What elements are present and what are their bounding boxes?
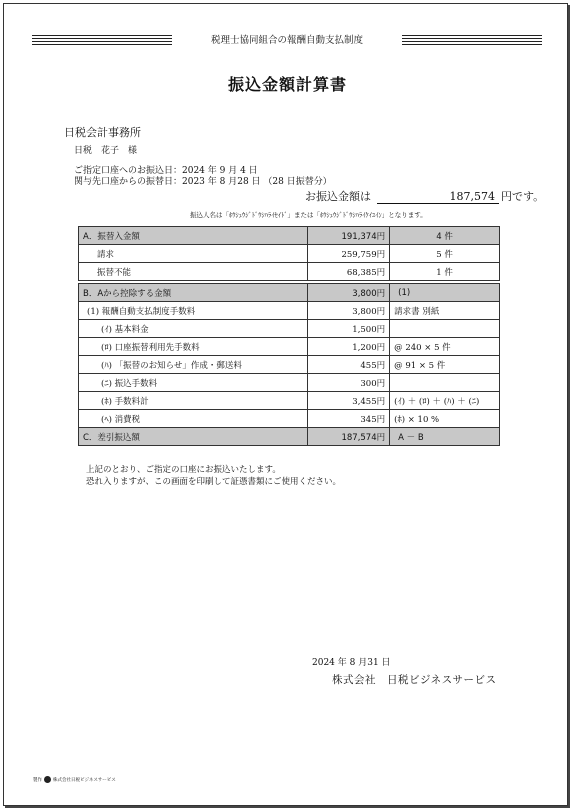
section-c-row [79,428,500,446]
row-label: (ﾊ) 「振替のお知らせ」作成・郵送料 [79,356,308,374]
document-title: 振込金額計算書 [227,75,347,94]
row-amount: 300円 [308,374,390,392]
header-left-rule [32,35,172,47]
row-note: @ 240 × 5 件 [390,338,500,356]
header-right-rule [402,35,542,47]
debit-date-line: 関与先口座からの振替日：2023 年 8 月28 日 （28 日振替分） [74,177,332,187]
row-amount: 455円 [308,356,390,374]
transfer-amount: 187,574 [377,190,499,204]
row-amount: 259,759円 [308,245,390,263]
maker-footer [33,776,116,783]
row-note: (ｲ) ＋ (ﾛ) ＋ (ﾊ) ＋ (ﾆ) [390,392,500,410]
table-row [79,245,500,263]
transfer-amount-row [305,188,544,204]
company-logo-icon [44,776,51,783]
row-label: (1) 報酬自動支払制度手数料 [79,302,308,320]
header-band [32,34,542,48]
calculation-table [78,226,500,446]
table-row [79,356,500,374]
amount-label: お振込金額は [305,190,371,203]
maker-label: 製作 [33,777,42,783]
table-row [79,374,500,392]
row-note [390,374,500,392]
row-count: 1 件 [390,263,500,281]
row-label: (ﾎ) 手数料計 [79,392,308,410]
organization-header: 税理士協同組合の報酬自動支払制度 [210,35,363,46]
table-row [79,263,500,281]
recipient-name: 日税 花子 様 [74,146,138,156]
section-c-amount: 187,574円 [308,428,390,446]
row-amount: 345円 [308,410,390,428]
company-name: 株式会社 日税ビジネスサービス [332,674,497,686]
row-count: 5 件 [390,245,500,263]
remitter-note: 振込人名は「ﾎｳｼｭｳｼﾞﾄﾞｳｼﾊﾗｲｾｲﾄﾞ」または「ﾎｳｼｭｳｼﾞﾄﾞｳｼﾊﾗｲｹｲﾕｲﾝ」となります。 [190,211,427,219]
row-label: (ｲ) 基本料金 [79,320,308,338]
transfer-date-line: ご指定口座へのお振込日：2024 年 9 月 4 日 [74,166,258,176]
section-c-label: C．差引振込額 [79,428,308,446]
row-note: (ﾎ) × 10 % [390,410,500,428]
closing-line-2: 恐れ入りますが、この画面を印刷して証憑書類にご使用ください。 [86,477,342,487]
row-amount: 1,500円 [308,320,390,338]
row-amount: 3,800円 [308,302,390,320]
table-row [79,392,500,410]
section-c-note: A － B [390,428,500,446]
issue-date: 2024 年 8 月31 日 [312,658,391,668]
table-row [79,410,500,428]
table-row [79,302,500,320]
row-label: (ﾆ) 振込手数料 [79,374,308,392]
section-a-count: 4 件 [390,227,500,245]
section-b-label: B．Aから控除する金額 [79,284,308,302]
row-label: (ﾍ) 消費税 [79,410,308,428]
office-name: 日税会計事務所 [64,126,141,139]
table-row [79,320,500,338]
row-amount: 1,200円 [308,338,390,356]
row-amount: 3,455円 [308,392,390,410]
table-row [79,338,500,356]
row-note: @ 91 × 5 件 [390,356,500,374]
section-b-row [79,284,500,302]
maker-name: 株式会社日税ビジネスサービス [53,777,116,783]
section-a-label: A．振替入金額 [79,227,308,245]
amount-suffix: 円です。 [501,190,545,203]
closing-line-1: 上記のとおり、ご指定の口座にお振込いたします。 [86,465,281,475]
row-note [390,320,500,338]
section-b-amount: 3,800円 [308,284,390,302]
row-label: 請求 [79,245,308,263]
section-a-amount: 191,374円 [308,227,390,245]
row-note: 請求書 別紙 [390,302,500,320]
row-label: 振替不能 [79,263,308,281]
section-a-row [79,227,500,245]
row-amount: 68,385円 [308,263,390,281]
section-b-note: (1) [390,284,500,302]
row-label: (ﾛ) 口座振替利用先手数料 [79,338,308,356]
